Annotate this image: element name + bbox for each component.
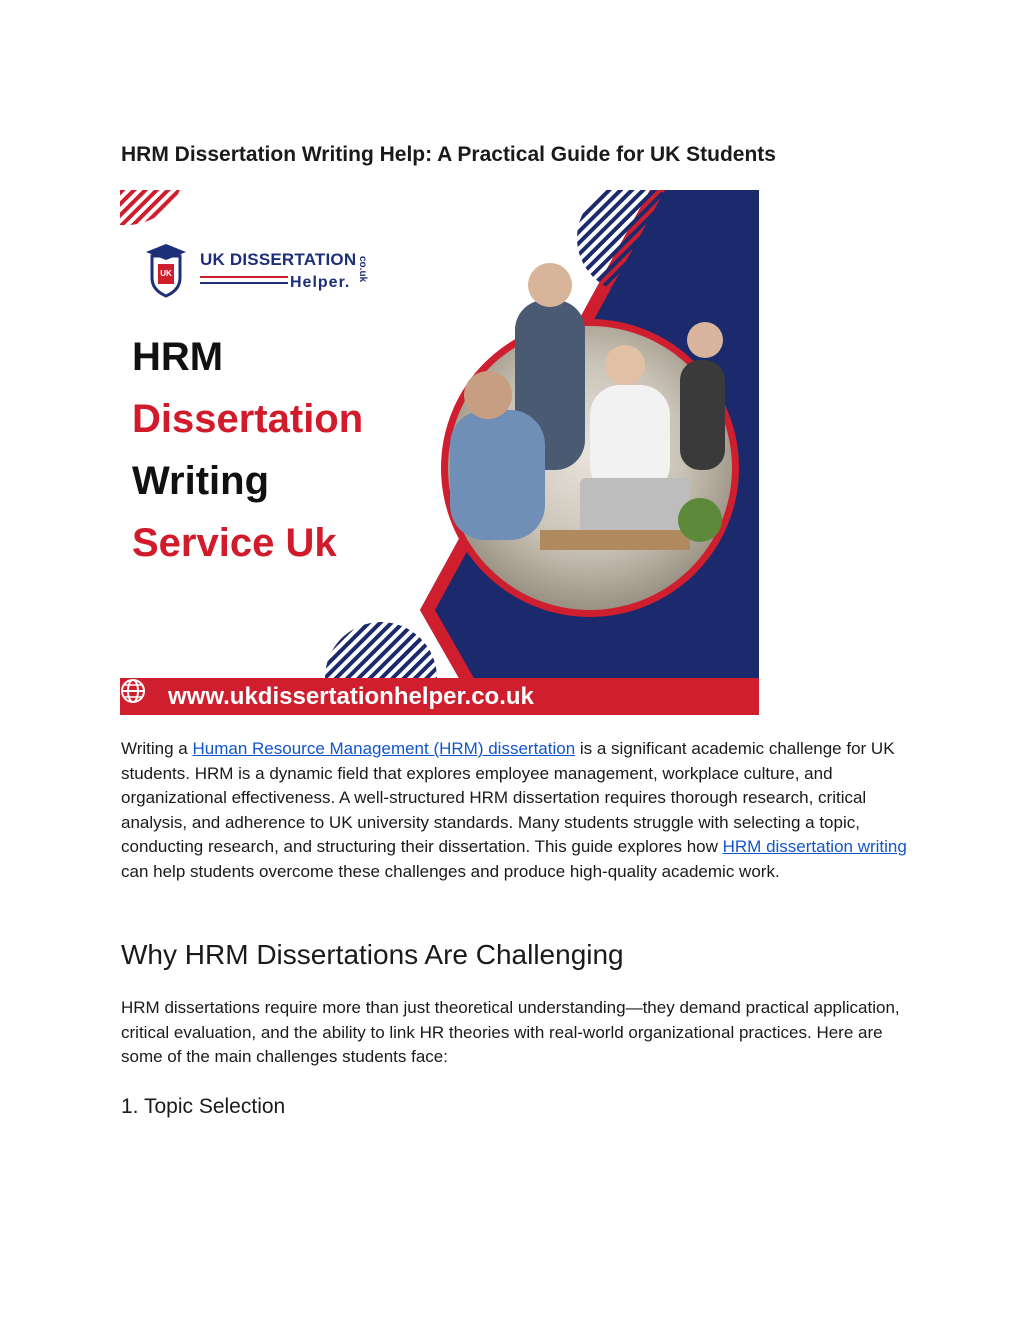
logo-domain: co.uk: [357, 256, 368, 283]
document-title: HRM Dissertation Writing Help: A Practical Guide for UK Students: [121, 143, 776, 166]
logo-rule-lines: [200, 274, 290, 288]
intro-text-2: is a significant academic challenge for UK students. HRM is a dynamic field that explores employee management, workplace culture, and organizational effectiveness. A well-structured HRM dissertation requires thorough research, critical analysis, and adherence to UK university standards. Many students struggle with selecting a topic, conducting research, and structuring their dissertation. This guide explores how: [121, 739, 895, 856]
graduation-shield-icon: [138, 242, 194, 298]
logo-emblem-text: UK: [160, 269, 172, 278]
intro-text-3: can help students overcome these challenges and produce high-quality academic work.: [121, 861, 780, 881]
headline-line-4: Service Uk: [132, 521, 337, 565]
decorative-stripe-semicircle-bottom: [325, 622, 437, 678]
logo-subtitle: Helper.: [290, 274, 351, 291]
brand-logo: [138, 242, 398, 302]
headline-line-2: Dissertation: [132, 397, 364, 441]
intro-paragraph: [121, 737, 921, 884]
globe-icon: [120, 678, 146, 704]
hrm-dissertation-link[interactable]: Human Resource Management (HRM) dissertation: [192, 739, 576, 758]
website-url: www.ukdissertationhelper.co.uk: [168, 683, 534, 710]
intro-text-1: Writing a: [121, 739, 193, 758]
website-footer-bar: [120, 678, 759, 715]
section-paragraph: HRM dissertations require more than just theoretical understanding—they demand practical application, critical evaluation, and the ability to link HR theories with real-world organizational practices. Here are some of the main challenges students face:: [121, 998, 900, 1066]
decorative-stripes-top-left: [120, 190, 180, 225]
section-heading: Why HRM Dissertations Are Challenging: [121, 939, 624, 970]
headline-line-1: HRM: [132, 335, 224, 379]
logo-title: UK DISSERTATION: [200, 250, 357, 269]
hero-banner-image: [120, 190, 759, 715]
subsection-heading: 1. Topic Selection: [121, 1095, 286, 1118]
headline-line-3: Writing: [132, 459, 270, 503]
hrm-dissertation-writing-link[interactable]: HRM dissertation writing: [722, 837, 907, 856]
